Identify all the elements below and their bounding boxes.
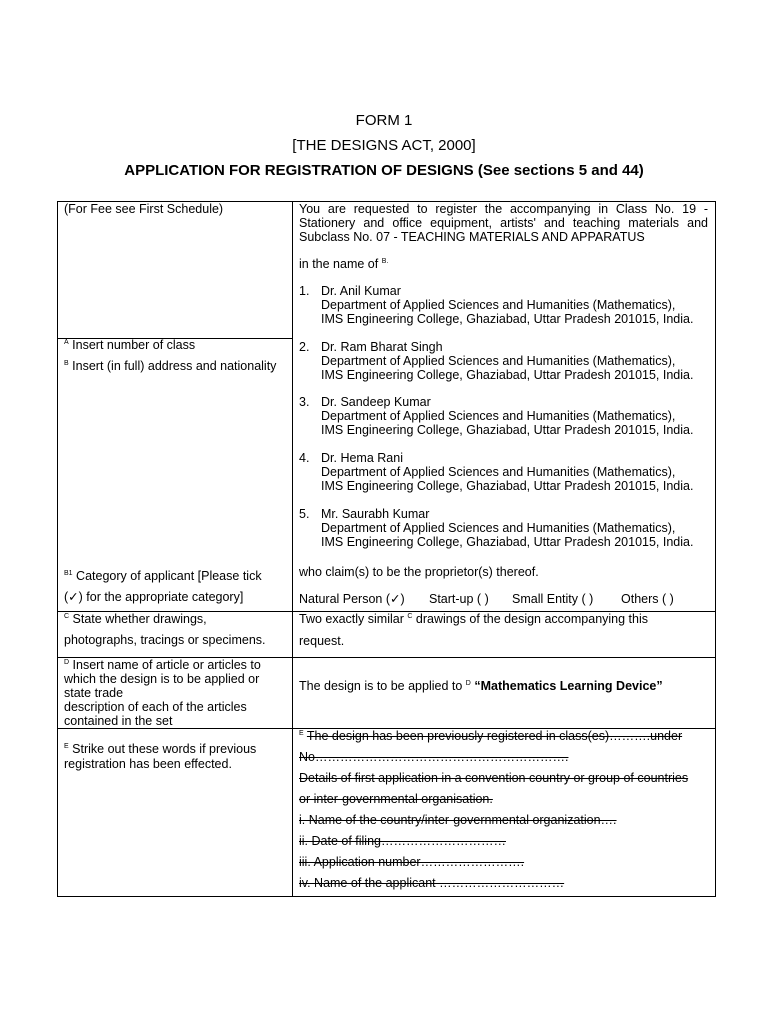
applicant-details (321, 340, 693, 382)
table-border-bottom (57, 896, 716, 897)
convention-details-line-2: or inter-governmental organisation. (299, 792, 493, 806)
note-a-marker: A (64, 339, 69, 346)
applicant-number: 5. (299, 507, 310, 521)
applicant-item (299, 284, 709, 328)
note-a (64, 338, 195, 352)
applicant-details (321, 507, 693, 549)
previous-registration-text: The design has been previously registered in class(es)……….under (306, 729, 683, 743)
drawings-marker: C (407, 613, 413, 620)
design-application (299, 679, 663, 693)
applicant-department: Department of Applied Sciences and Humanities (Mathematics), (321, 465, 676, 479)
note-e-text: Strike out these words if previous (72, 742, 257, 756)
fee-note: (For Fee see First Schedule) (64, 202, 224, 216)
drawings-line-2: request. (299, 634, 345, 648)
convention-details-line-1: Details of first application in a convention country or group of countries (299, 771, 689, 785)
applicant-item (299, 340, 709, 384)
drawings-text-post: drawings of the design accompanying this (415, 612, 649, 626)
applicant-details (321, 395, 693, 437)
note-d-line-3: state trade (64, 686, 124, 700)
applicant-number: 4. (299, 451, 310, 465)
table-border-left (57, 201, 58, 897)
applicant-item (299, 395, 709, 439)
applicant-item (299, 507, 709, 551)
design-marker: D (465, 680, 471, 687)
previous-registration-marker: E (299, 730, 304, 737)
applicant-department: Department of Applied Sciences and Humanities (Mathematics), (321, 521, 676, 535)
note-e-marker: E (64, 743, 69, 750)
applicant-details (321, 451, 693, 493)
category-small-entity[interactable]: Small Entity ( ) (512, 592, 594, 606)
note-c-text: State whether drawings, (72, 612, 207, 626)
category-startup[interactable]: Start-up ( ) (429, 592, 489, 606)
applicant-name: Mr. Saurabh Kumar (321, 507, 430, 521)
application-form-table (57, 201, 716, 897)
note-d-marker: D (64, 659, 70, 666)
previous-registration-line-1 (299, 729, 682, 743)
category-natural-person[interactable]: Natural Person (✓) (299, 592, 405, 606)
applicant-department: Department of Applied Sciences and Humanities (Mathematics), (321, 298, 676, 312)
applicant-name: Dr. Anil Kumar (321, 284, 401, 298)
note-d-text: Insert name of article or articles to (72, 658, 261, 672)
filing-date-field: ii. Date of filing………………………… (299, 834, 506, 848)
in-name-of (299, 257, 388, 271)
note-d-line-4: description of each of the articles (64, 700, 247, 714)
drawings-line-1 (299, 612, 648, 626)
in-name-of-text: in the name of (299, 257, 379, 271)
drawings-text-pre: Two exactly similar (299, 612, 404, 626)
note-b (64, 359, 276, 373)
note-c-line-2: photographs, tracings or specimens. (64, 633, 266, 647)
note-d-line-5: contained in the set (64, 714, 173, 728)
convention-country-field: i. Name of the country/inter-governmental organization…. (299, 813, 617, 827)
proprietor-statement: who claim(s) to be the proprietor(s) thereof. (299, 565, 539, 579)
note-b1-line-1 (64, 569, 262, 583)
note-a-text: Insert number of class (72, 338, 196, 352)
note-b-marker: B (64, 360, 69, 367)
applicant-department: Department of Applied Sciences and Humanities (Mathematics), (321, 354, 676, 368)
applicant-address: IMS Engineering College, Ghaziabad, Uttar Pradesh 201015, India. (321, 368, 694, 382)
note-c-line-1 (64, 612, 207, 626)
note-b1-text: Category of applicant [Please tick (76, 569, 262, 583)
applicant-name: Dr. Ram Bharat Singh (321, 340, 443, 354)
applicant-address: IMS Engineering College, Ghaziabad, Uttar Pradesh 201015, India. (321, 312, 694, 326)
note-b-text: Insert (in full) address and nationality (72, 359, 277, 373)
applicant-number: 1. (299, 284, 310, 298)
note-e-line-2: registration has been effected. (64, 757, 232, 771)
applicant-number: 3. (299, 395, 310, 409)
form-number: FORM 1 (355, 112, 413, 129)
applicant-address: IMS Engineering College, Ghaziabad, Uttar Pradesh 201015, India. (321, 423, 694, 437)
application-number-field: iii. Application number……………………. (299, 855, 525, 869)
design-article-name: “Mathematics Learning Device” (474, 679, 663, 693)
note-d-line-1 (64, 658, 261, 672)
applicant-address: IMS Engineering College, Ghaziabad, Uttar Pradesh 201015, India. (321, 479, 694, 493)
registration-request: You are requested to register the accompanying in Class No. 19 - Stationery and office equipment, artists' and teaching materials and Subclass No. 07 - TEACHING MATERIALS AND APPARATUS (299, 202, 708, 244)
applicant-name: Dr. Sandeep Kumar (321, 395, 431, 409)
applicant-item (299, 451, 709, 495)
applicant-department: Department of Applied Sciences and Humanities (Mathematics), (321, 409, 676, 423)
column-divider (292, 201, 293, 897)
note-e-line-1 (64, 742, 256, 756)
act-title: [THE DESIGNS ACT, 2000] (292, 137, 476, 154)
applicant-details (321, 284, 693, 326)
applicant-number: 2. (299, 340, 310, 354)
category-others[interactable]: Others ( ) (621, 592, 674, 606)
page-title: APPLICATION FOR REGISTRATION OF DESIGNS (See sections 5 and 44) (124, 162, 644, 179)
note-c-marker: C (64, 613, 70, 620)
applicant-name-field: iv. Name of the applicant ………………………… (299, 876, 565, 890)
note-b1-line-2: (✓) for the appropriate category] (64, 590, 244, 604)
previous-registration-line-2: No……………………………………………………. (299, 750, 569, 764)
in-name-of-marker: B. (381, 258, 389, 265)
applicant-address: IMS Engineering College, Ghaziabad, Uttar Pradesh 201015, India. (321, 535, 694, 549)
design-text: The design is to be applied to (299, 679, 463, 693)
note-b1-marker: B1 (64, 570, 73, 577)
note-d-line-2: which the design is to be applied or (64, 672, 260, 686)
applicant-name: Dr. Hema Rani (321, 451, 403, 465)
table-border-right (715, 201, 716, 897)
